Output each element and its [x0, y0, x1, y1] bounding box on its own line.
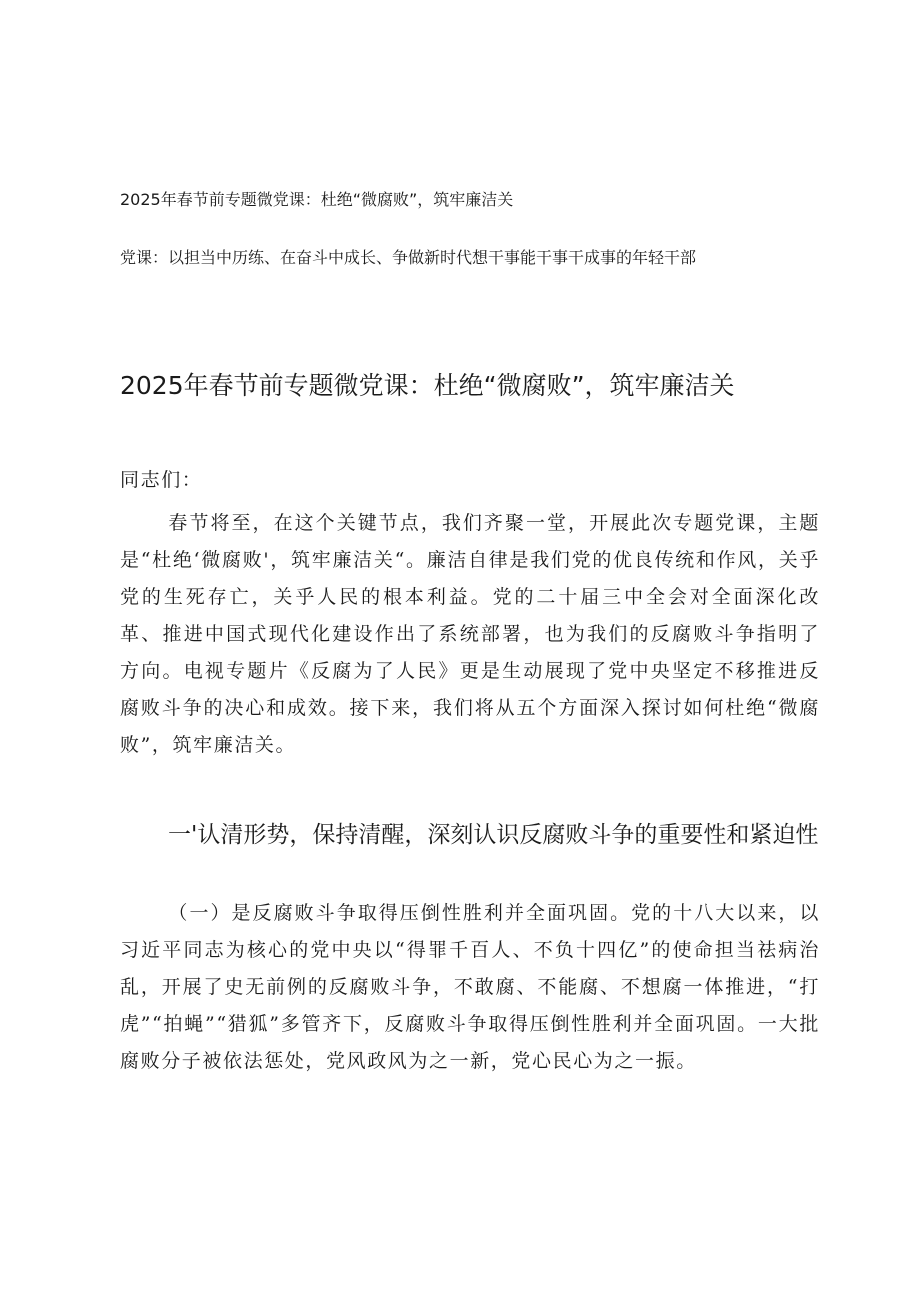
paragraph-section1-1-text: （一）是反腐败斗争取得压倒性胜利并全面巩固。党的十八大以来，以习近平同志为核心的党中央以“得罪千百人、不负十四亿”的使命担当祛病治乱，开展了史无前例的反腐败斗争，不敢腐、不能腐、不想腐一体推进，“打虎”“拍蝇”“猎狐”多管齐下，反腐败斗争取得压倒性胜利并全面巩固。一大批腐败分子被依法惩处，党风政风为之一新，党心民心为之一振。	[120, 902, 820, 1072]
section-heading-1	[120, 814, 820, 856]
paragraph-intro-text: 春节将至，在这个关键节点，我们齐聚一堂，开展此次专题党课，主题是“杜绝‘微腐败'，筑牢廉洁关“。廉洁自律是我们党的优良传统和作风，关乎党的生死存亡，关乎人民的根本利益。党的二十届三中全会对全面深化改革、推进中国式现代化建设作出了系统部署，也为我们的反腐败斗争指明了方向。电视专题片《反腐为了人民》更是生动展现了党中央坚定不移推进反腐败斗争的决心和成效。接下来，我们将从五个方面深入探讨如何杜绝“微腐败”，筑牢廉洁关。	[120, 512, 820, 756]
section-heading-1-text: 一'认清形势，保持清醒，深刻认识反腐败斗争的重要性和紧迫性	[168, 822, 819, 848]
paragraph-intro	[120, 505, 820, 764]
document-title: 2025年春节前专题微党课：杜绝“微腐败”，筑牢廉洁关	[120, 371, 735, 400]
greeting: 同志们：	[120, 469, 203, 491]
toc-entry-2[interactable]: 党课：以担当中历练、在奋斗中成长、争做新时代想干事能干事干成事的年轻干部	[120, 248, 697, 267]
toc-entry-1[interactable]: 2025年春节前专题微党课：杜绝“微腐败”，筑牢廉洁关	[120, 190, 514, 209]
paragraph-section1-1	[120, 895, 820, 1080]
